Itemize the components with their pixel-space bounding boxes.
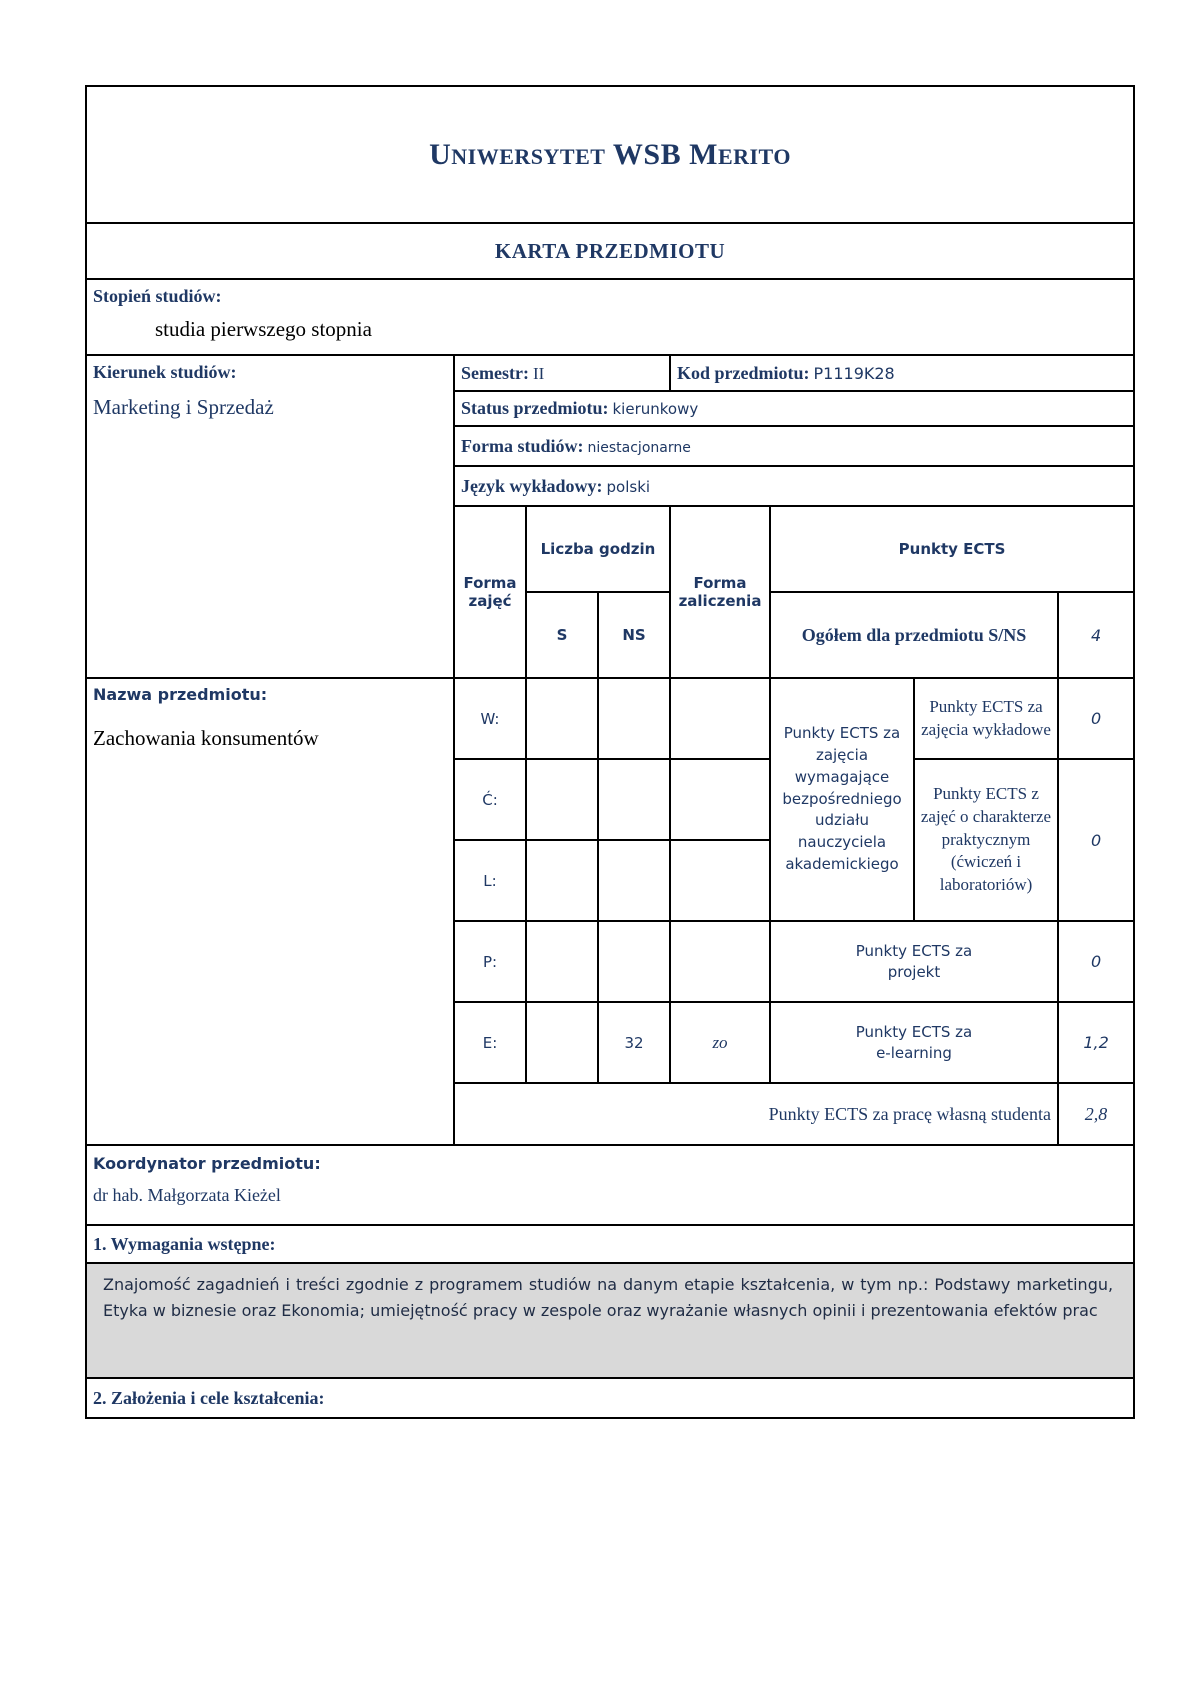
wymagania-label: 1. Wymagania wstępne: xyxy=(93,1233,276,1254)
stopien-cell xyxy=(86,279,1134,355)
zalozenia-label: 2. Założenia i cele kształcenia: xyxy=(93,1387,325,1408)
forma-e: E: xyxy=(454,1002,526,1083)
status-label: Status przedmiotu: xyxy=(461,398,609,418)
forma-p: P: xyxy=(454,921,526,1002)
ogolem-label: Ogółem dla przedmiotu S/NS xyxy=(770,592,1058,678)
stopien-label: Stopień studiów: xyxy=(93,286,222,306)
e-ns: 32 xyxy=(598,1002,670,1083)
semestr-label: Semestr: xyxy=(461,362,529,383)
punkty-ects-header: Punkty ECTS xyxy=(770,506,1134,592)
e-zal: zo xyxy=(670,1002,770,1083)
kierunek-value: Marketing i Sprzedaż xyxy=(93,395,274,419)
l-zal xyxy=(670,840,770,921)
forma-w: W: xyxy=(454,678,526,759)
card-title-cell xyxy=(86,223,1134,279)
wlasna-label: Punkty ECTS za pracę własną studenta xyxy=(454,1083,1058,1145)
praktyczne-label: Punkty ECTS z zajęć o charakterze praktycznym (ćwiczeń i laboratoriów) xyxy=(914,759,1058,921)
c-s xyxy=(526,759,598,840)
l-ns xyxy=(598,840,670,921)
wykladowe-label: Punkty ECTS za zajęcia wykładowe xyxy=(914,678,1058,759)
c-ns xyxy=(598,759,670,840)
projekt-value: 0 xyxy=(1058,921,1134,1002)
forma-studiow-value: niestacjonarne xyxy=(587,439,691,456)
ogolem-value: 4 xyxy=(1058,592,1134,678)
semestr-value: II xyxy=(532,363,545,383)
semestr-cell xyxy=(454,355,670,391)
wlasna-value: 2,8 xyxy=(1058,1083,1134,1145)
wymagania-label-cell xyxy=(86,1225,1134,1263)
p-ns xyxy=(598,921,670,1002)
wykladowe-value: 0 xyxy=(1058,678,1134,759)
elearning-label-text: Punkty ECTS za e-learning xyxy=(855,1022,973,1062)
card-title: KARTA PRZEDMIOTU xyxy=(494,238,726,263)
jezyk-cell xyxy=(454,466,1134,506)
l-s xyxy=(526,840,598,921)
bezposredni-label: Punkty ECTS za zajęcia wymagające bezpośredniego udziału nauczyciela akademickiego xyxy=(770,678,914,921)
forma-studiow-cell xyxy=(454,426,1134,466)
p-s xyxy=(526,921,598,1002)
liczba-godzin-header: Liczba godzin xyxy=(526,506,670,592)
university-header xyxy=(86,86,1134,223)
w-zal xyxy=(670,678,770,759)
forma-zajec-header: Forma zajęć xyxy=(454,506,526,678)
jezyk-label: Język wykładowy: xyxy=(461,475,603,496)
p-zal xyxy=(670,921,770,1002)
wymagania-text-cell xyxy=(86,1263,1134,1378)
status-value: kierunkowy xyxy=(612,400,699,418)
praktyczne-value: 0 xyxy=(1058,759,1134,921)
nazwa-label: Nazwa przedmiotu: xyxy=(93,685,268,704)
kierunek-cell xyxy=(86,355,454,678)
jezyk-value: polski xyxy=(606,477,651,496)
koordynator-label: Koordynator przedmiotu: xyxy=(93,1154,321,1173)
elearning-value: 1,2 xyxy=(1058,1002,1134,1083)
c-zal xyxy=(670,759,770,840)
koordynator-value: dr hab. Małgorzata Kieżel xyxy=(93,1185,281,1205)
forma-zaliczenia-header: Forma zaliczenia xyxy=(670,506,770,678)
forma-c: Ć: xyxy=(454,759,526,840)
zalozenia-cell xyxy=(86,1378,1134,1418)
kod-cell xyxy=(670,355,1134,391)
w-s xyxy=(526,678,598,759)
course-card-table xyxy=(85,85,1135,1419)
forma-l: L: xyxy=(454,840,526,921)
nazwa-value: Zachowania konsumentów xyxy=(93,726,319,750)
status-cell xyxy=(454,391,1134,426)
projekt-label xyxy=(770,921,1058,1002)
university-name: UNIWERSYTET WSB MERITO xyxy=(429,137,791,171)
kod-label: Kod przedmiotu: xyxy=(677,362,810,383)
nazwa-cell xyxy=(86,678,454,1145)
koordynator-cell xyxy=(86,1145,1134,1225)
wymagania-text: Znajomość zagadnień i treści zgodnie z programem studiów na danym etapie kształcenia, w tym np.: Podstawy marketingu, Etyka w biznesie oraz Ekonomia; umiejętność pracy w zespole oraz wyrażanie własnych opinii i prezentowania efektów prac xyxy=(103,1275,1114,1320)
e-s xyxy=(526,1002,598,1083)
w-ns xyxy=(598,678,670,759)
elearning-label xyxy=(770,1002,1058,1083)
stopien-value: studia pierwszego stopnia xyxy=(155,317,372,341)
forma-studiow-label: Forma studiów: xyxy=(461,435,584,456)
kod-value: P1119K28 xyxy=(813,363,895,383)
s-header: S xyxy=(526,592,598,678)
kierunek-label: Kierunek studiów: xyxy=(93,362,237,382)
ns-header: NS xyxy=(598,592,670,678)
projekt-label-text: Punkty ECTS za projekt xyxy=(855,941,973,981)
